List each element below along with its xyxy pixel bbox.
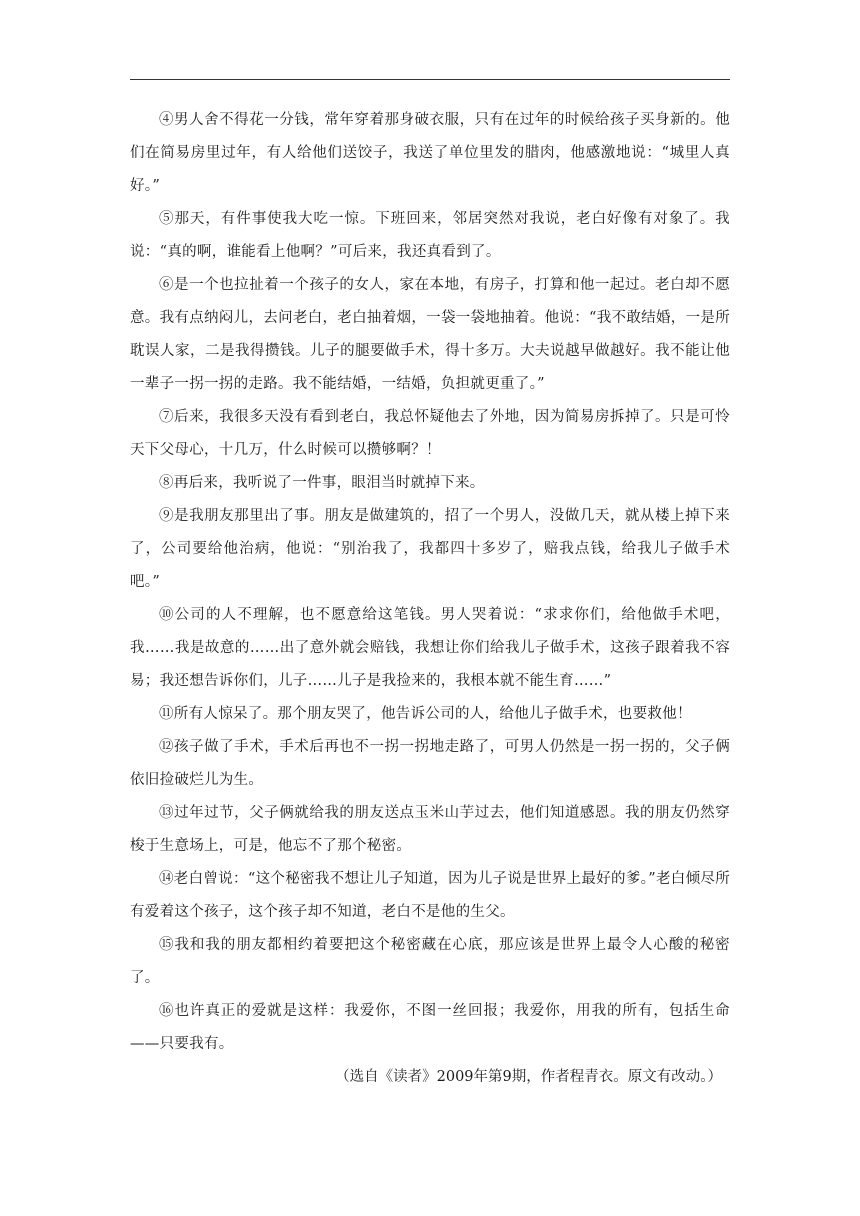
paragraph-8: ⑧再后来，我听说了一件事，眼泪当时就掉下来。 <box>159 475 485 491</box>
paragraph-7: ⑦后来，我很多天没有看到老白，我总怀疑他去了外地，因为简易房拆掉了。只是可怜天下父母心，十几万，什么时候可以攒够啊？！ <box>130 409 730 458</box>
source-citation: （选自《读者》2009年第9期，作者程青衣。原文有改动。） <box>335 1069 722 1085</box>
paragraph-11: ⑪所有人惊呆了。那个朋友哭了，他告诉公司的人，给他儿子做手术，也要救他！ <box>159 706 692 722</box>
paragraph-12: ⑫孩子做了手术，手术后再也不一拐一拐地走路了，可男人仍然是一拐一拐的，父子俩依旧捡破烂儿为生。 <box>130 739 730 788</box>
paragraph-6: ⑥是一个也拉扯着一个孩子的女人，家在本地，有房子，打算和他一起过。老白却不愿意。我有点纳闷儿，去问老白，老白抽着烟，一袋一袋地抽着。他说：“我不敢结婚，一是所耽误人家，二是我得攒钱。儿子的腿要做手术，得十多万。大夫说越早做越好。我不能让他一辈子一拐一拐的走路。我不能结婚，一结婚，负担就更重了。” <box>130 277 730 392</box>
paragraph-4: ④男人舍不得花一分钱，常年穿着那身破衣服，只有在过年的时候给孩子买身新的。他们在简易房里过年，有人给他们送饺子，我送了单位里发的腊肉，他感激地说：“城里人真好。” <box>130 112 730 194</box>
paragraph-14: ⑭老白曾说：“这个秘密我不想让儿子知道，因为儿子说是世界上最好的爹。”老白倾尽所有爱着这个孩子，这个孩子却不知道，老白不是他的生父。 <box>130 871 730 920</box>
paragraph-10: ⑩公司的人不理解，也不愿意给这笔钱。男人哭着说：“求求你们，给他做手术吧，我……我是故意的……出了意外就会赔钱，我想让你们给我儿子做手术，这孩子跟着我不容易；我还想告诉你们，儿子……儿子是我捡来的，我根本就不能生育……” <box>130 607 730 689</box>
paragraph-13: ⑬过年过节，父子俩就给我的朋友送点玉米山芋过去，他们知道感恩。我的朋友仍然穿梭于生意场上，可是，他忘不了那个秘密。 <box>130 805 730 854</box>
header-rule <box>130 79 730 80</box>
paragraph-16: ⑯也许真正的爱就是这样：我爱你，不图一丝回报；我爱你，用我的所有，包括生命——只要我有。 <box>130 1003 730 1052</box>
paragraph-9: ⑨是我朋友那里出了事。朋友是做建筑的，招了一个男人，没做几天，就从楼上掉下来了，公司要给他治病，他说：“别治我了，我都四十多岁了，赔我点钱，给我儿子做手术吧。” <box>130 508 730 590</box>
paragraph-5: ⑤那天，有件事使我大吃一惊。下班回来，邻居突然对我说，老白好像有对象了。我说：“真的啊，谁能看上他啊？”可后来，我还真看到了。 <box>130 211 730 260</box>
article-body <box>130 104 730 1094</box>
paragraph-15: ⑮我和我的朋友都相约着要把这个秘密藏在心底，那应该是世界上最令人心酸的秘密了。 <box>130 937 730 986</box>
